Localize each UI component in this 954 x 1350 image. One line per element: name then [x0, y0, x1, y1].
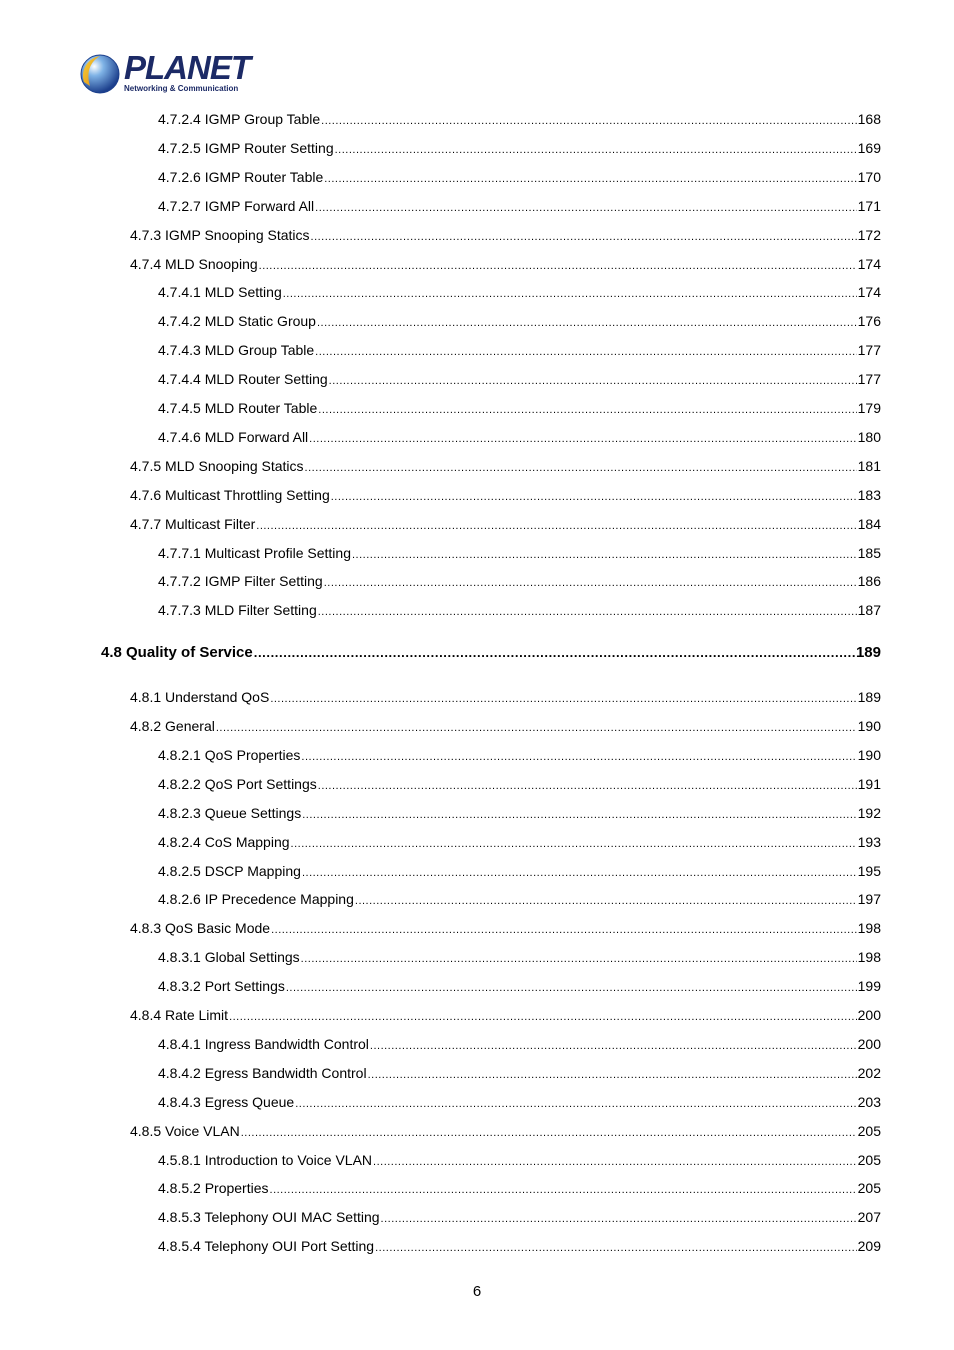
- toc-entry-page: 189: [855, 644, 881, 662]
- toc-entry[interactable]: [158, 110, 881, 130]
- toc-entry-page: 209: [857, 1238, 881, 1255]
- toc-leader-dots: [324, 168, 856, 188]
- toc-leader-dots: [368, 1064, 857, 1084]
- toc-leader-dots: [270, 688, 856, 708]
- toc-entry-title: 4.7.2.5 IGMP Router Setting: [158, 139, 334, 156]
- toc-entry-title: 4.8.4.3 Egress Queue: [158, 1093, 295, 1110]
- toc-entry[interactable]: [158, 601, 881, 621]
- toc-leader-dots: [283, 283, 857, 303]
- toc-entry-title: 4.7.2.6 IGMP Router Table: [158, 168, 324, 185]
- toc-entry[interactable]: [158, 544, 881, 564]
- toc-entry[interactable]: [158, 572, 881, 592]
- toc-entry[interactable]: [130, 226, 881, 246]
- toc-entry-title: 4.8.5.3 Telephony OUI MAC Setting: [158, 1209, 380, 1226]
- toc-entry-page: 183: [857, 486, 881, 503]
- toc-leader-dots: [256, 515, 856, 535]
- toc-leader-dots: [373, 1151, 857, 1171]
- toc-entry-page: 202: [857, 1064, 881, 1081]
- toc-entry-page: 174: [857, 284, 881, 301]
- toc-leader-dots: [381, 1208, 857, 1228]
- toc-entry[interactable]: [158, 775, 881, 795]
- toc-entry-title: 4.8 Quality of Service: [101, 644, 253, 662]
- toc-entry-title: 4.7.7.3 MLD Filter Setting: [158, 602, 317, 619]
- toc-leader-dots: [305, 457, 857, 477]
- toc-entry-title: 4.7.4.6 MLD Forward All: [158, 428, 309, 445]
- toc-entry-page: 205: [857, 1122, 881, 1139]
- toc-entry-title: 4.7.6 Multicast Throttling Setting: [130, 486, 330, 503]
- toc-entry[interactable]: [101, 644, 881, 662]
- toc-leader-dots: [241, 1122, 857, 1142]
- toc-entry-page: 205: [857, 1151, 881, 1168]
- toc-entry-title: 4.8.2.6 IP Precedence Mapping: [158, 891, 354, 908]
- toc-entry-title: 4.8.5.4 Telephony OUI Port Setting: [158, 1238, 375, 1255]
- toc-entry-page: 203: [857, 1093, 881, 1110]
- toc-entry-page: 172: [857, 226, 881, 243]
- toc-leader-dots: [286, 977, 857, 997]
- toc-entry[interactable]: [158, 341, 881, 361]
- toc-entry-page: 205: [857, 1180, 881, 1197]
- toc-entry-page: 170: [857, 168, 881, 185]
- toc-leader-dots: [370, 1035, 857, 1055]
- toc-leader-dots: [324, 572, 857, 592]
- toc-entry-page: 181: [857, 457, 881, 474]
- page-number: 6: [472, 1283, 482, 1300]
- toc-entry[interactable]: [130, 515, 881, 535]
- toc-entry-page: 190: [857, 746, 881, 763]
- toc-entry-title: 4.7.7.2 IGMP Filter Setting: [158, 573, 323, 590]
- toc-entry[interactable]: [158, 139, 881, 159]
- toc-leader-dots: [259, 255, 857, 275]
- toc-entry-page: 191: [857, 775, 881, 792]
- toc-entry[interactable]: [130, 486, 881, 506]
- toc-entry[interactable]: [158, 428, 881, 448]
- toc-entry[interactable]: [158, 1093, 881, 1113]
- toc-leader-dots: [352, 544, 857, 564]
- logo-wordmark: PLANET: [124, 49, 250, 86]
- toc-entry[interactable]: [158, 1237, 881, 1257]
- toc-entry-title: 4.8.4.2 Egress Bandwidth Control: [158, 1064, 367, 1081]
- toc-entry-title: 4.8.5.2 Properties: [158, 1180, 269, 1197]
- toc-entry-page: 198: [857, 949, 881, 966]
- toc-leader-dots: [329, 370, 857, 390]
- toc-leader-dots: [318, 399, 856, 419]
- toc-entry-title: 4.8.2.1 QoS Properties: [158, 746, 301, 763]
- toc-leader-dots: [216, 717, 857, 737]
- toc-entry-page: 177: [857, 371, 881, 388]
- toc-entry[interactable]: [130, 255, 881, 275]
- toc-entry[interactable]: [158, 1208, 881, 1228]
- toc-entry-title: 4.8.3.1 Global Settings: [158, 949, 300, 966]
- toc-entry-title: 4.8.2.2 QoS Port Settings: [158, 775, 317, 792]
- toc-entry-title: 4.8.2 General: [130, 718, 215, 734]
- toc-entry[interactable]: [130, 919, 881, 939]
- toc-entry-title: 4.7.5 MLD Snooping Statics: [130, 457, 304, 474]
- toc-entry-title: 4.7.4.2 MLD Static Group: [158, 313, 316, 330]
- toc-leader-dots: [254, 644, 855, 662]
- toc-entry-page: 185: [857, 544, 881, 561]
- toc-leader-dots: [335, 139, 857, 159]
- toc-entry[interactable]: [130, 1006, 881, 1026]
- toc-leader-dots: [309, 428, 856, 448]
- toc-entry[interactable]: [158, 283, 881, 303]
- toc-entry-title: 4.8.3 QoS Basic Mode: [130, 920, 271, 937]
- toc-leader-dots: [317, 312, 857, 332]
- toc-entry[interactable]: [130, 457, 881, 477]
- toc-leader-dots: [229, 1006, 857, 1026]
- toc-entry[interactable]: [158, 312, 881, 332]
- toc-entry-page: 199: [857, 978, 881, 995]
- toc-leader-dots: [315, 197, 857, 217]
- toc-entry-title: 4.8.3.2 Port Settings: [158, 978, 285, 995]
- toc-entry-page: 195: [857, 862, 881, 879]
- toc-leader-dots: [321, 110, 857, 130]
- toc-entry-title: 4.7.4 MLD Snooping: [130, 255, 258, 272]
- toc-leader-dots: [301, 948, 857, 968]
- toc-entry-title: 4.7.2.7 IGMP Forward All: [158, 197, 315, 214]
- toc-leader-dots: [318, 601, 857, 621]
- toc-entry[interactable]: [158, 1151, 881, 1171]
- toc-entry-title: 4.8.4 Rate Limit: [130, 1007, 229, 1023]
- toc-leader-dots: [375, 1237, 857, 1257]
- toc-entry[interactable]: [158, 1035, 881, 1055]
- toc-leader-dots: [318, 775, 857, 795]
- toc-entry-page: 177: [857, 342, 881, 359]
- toc-entry[interactable]: [158, 977, 881, 997]
- toc-entry-title: 4.7.4.5 MLD Router Table: [158, 400, 318, 416]
- toc-leader-dots: [302, 804, 856, 824]
- toc-entry-title: 4.7.7 Multicast Filter: [130, 515, 256, 532]
- toc-entry[interactable]: [158, 833, 881, 853]
- toc-entry-title: 4.8.1 Understand QoS: [130, 689, 270, 706]
- toc-entry[interactable]: [158, 746, 881, 766]
- toc-entry[interactable]: [158, 197, 881, 217]
- toc-leader-dots: [331, 486, 857, 506]
- toc-entry-title: 4.7.2.4 IGMP Group Table: [158, 111, 321, 127]
- toc-entry-page: 169: [857, 139, 881, 156]
- toc-entry-title: 4.8.5 Voice VLAN: [130, 1122, 240, 1139]
- toc-entry[interactable]: [158, 370, 881, 390]
- toc-entry-page: 198: [857, 920, 881, 937]
- toc-entry-page: 207: [857, 1209, 881, 1226]
- toc-entry-page: 176: [857, 313, 881, 330]
- toc-entry[interactable]: [158, 1064, 881, 1084]
- toc-entry-page: 168: [857, 111, 881, 127]
- toc-leader-dots: [291, 833, 857, 853]
- toc-entry-title: 4.8.2.3 Queue Settings: [158, 804, 302, 821]
- toc-entry-page: 192: [857, 804, 881, 821]
- toc-entry[interactable]: [158, 1179, 881, 1199]
- toc-leader-dots: [270, 1179, 857, 1199]
- toc-entry[interactable]: [158, 948, 881, 968]
- toc-entry-page: 184: [857, 515, 881, 532]
- globe-icon: [78, 52, 120, 96]
- toc-entry-title: 4.7.4.3 MLD Group Table: [158, 342, 315, 359]
- toc-entry[interactable]: [158, 804, 881, 824]
- toc-leader-dots: [302, 862, 857, 882]
- toc-entry-title: 4.8.2.5 DSCP Mapping: [158, 862, 301, 879]
- toc-entry-page: 200: [857, 1007, 881, 1023]
- toc-entry-title: 4.8.2.4 CoS Mapping: [158, 833, 290, 850]
- toc-leader-dots: [315, 341, 856, 361]
- planet-logo: [78, 50, 248, 98]
- toc-entry-title: 4.7.4.1 MLD Setting: [158, 284, 282, 301]
- toc-entry-page: 180: [857, 428, 881, 445]
- toc-entry-title: 4.7.3 IGMP Snooping Statics: [130, 226, 310, 243]
- toc-entry-page: 187: [857, 602, 881, 619]
- toc-entry-title: 4.7.4.4 MLD Router Setting: [158, 371, 328, 388]
- toc-entry-page: 179: [857, 400, 881, 416]
- toc-entry[interactable]: [158, 399, 881, 419]
- toc-leader-dots: [271, 919, 857, 939]
- toc-entry[interactable]: [158, 168, 881, 188]
- toc-entry[interactable]: [158, 890, 881, 910]
- toc-entry[interactable]: [158, 862, 881, 882]
- toc-entry-page: 186: [857, 573, 881, 590]
- toc-leader-dots: [355, 890, 857, 910]
- toc-entry-page: 193: [857, 833, 881, 850]
- toc-leader-dots: [311, 226, 857, 246]
- toc-entry[interactable]: [130, 688, 881, 708]
- toc-entry-page: 174: [857, 255, 881, 272]
- toc-leader-dots: [301, 746, 856, 766]
- toc-entry-page: 200: [857, 1035, 881, 1052]
- toc-entry-page: 171: [857, 197, 881, 214]
- toc-entry-title: 4.5.8.1 Introduction to Voice VLAN: [158, 1151, 373, 1168]
- logo-tagline: Networking & Communication: [124, 84, 239, 93]
- toc-entry[interactable]: [130, 717, 881, 737]
- toc-entry-title: 4.7.7.1 Multicast Profile Setting: [158, 544, 351, 561]
- toc-entry[interactable]: [130, 1122, 881, 1142]
- toc-entry-page: 197: [857, 891, 881, 908]
- toc-entry-page: 190: [857, 718, 881, 734]
- toc-entry-page: 189: [857, 689, 881, 706]
- toc-leader-dots: [295, 1093, 856, 1113]
- toc-entry-title: 4.8.4.1 Ingress Bandwidth Control: [158, 1035, 369, 1052]
